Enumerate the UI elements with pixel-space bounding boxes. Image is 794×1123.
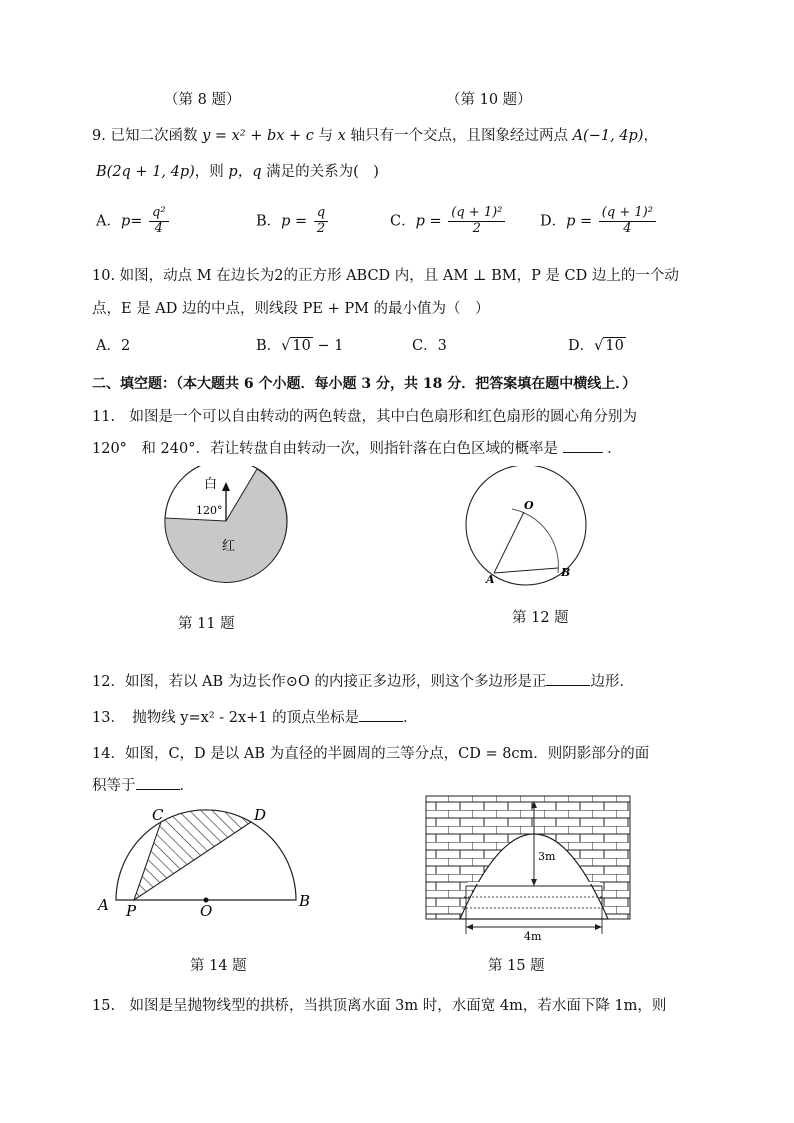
segment-oa — [494, 512, 524, 573]
q9-number: 9. — [92, 128, 106, 144]
question-11-line-1: 11. 如图是一个可以自由转动的两色转盘，其中白色扇形和红色扇形的圆心角分别为 — [92, 409, 638, 425]
question-12: 12．如图，若以 AB 为边长作⊙O 的内接正多边形，则这个多边形是正 边形． — [92, 670, 634, 691]
label-o: O — [524, 499, 534, 512]
q10-option-d: D．√ 10 — [568, 338, 624, 354]
q9-function: y = x² + bx + c — [202, 128, 314, 144]
label-d: D — [254, 806, 267, 824]
label-a: A — [486, 573, 495, 586]
height-label: 3m — [538, 850, 556, 863]
q9-text-a: 已知二次函数 — [110, 128, 198, 144]
figure-12-caption: 第 12 题 — [512, 610, 569, 626]
figure-11-caption: 第 11 题 — [178, 616, 235, 632]
figure-14-caption: 第 14 题 — [190, 958, 247, 974]
question-15-line-1: 15. 如图是呈抛物线型的拱桥，当拱顶离水面 3m 时，水面宽 4m，若水面下降 1m，则 — [92, 998, 667, 1014]
q9-option-d: D．p = $\frac{\text{(q + 1)²}}{4}$ — [540, 206, 658, 237]
question-11-line-2: 120° 和 240°．若让转盘自由转动一次，则指针落在白色区域的概率是 ． — [92, 437, 622, 458]
question-13: 13． 抛物线 y=x² - 2x+1 的顶点坐标是 ． — [92, 706, 418, 727]
q10-option-a: A．2 — [96, 338, 131, 354]
q9-vars: p，q — [228, 164, 262, 180]
figure-11-spinner — [160, 466, 294, 586]
label-o: O — [200, 902, 213, 918]
figure-15-arch-bridge — [424, 794, 632, 944]
figure-8-caption: （第 8 题） — [164, 92, 241, 108]
figure-10-caption: （第 10 题） — [446, 92, 532, 108]
white-label: 白 — [204, 477, 218, 492]
q10-option-b: B．√ 10 − 1 — [256, 338, 344, 354]
label-a: A — [98, 896, 109, 914]
q9-point-b: B(2q + 1, 4p) — [96, 164, 195, 180]
angle-label: 120° — [196, 504, 223, 517]
q9-option-b-fraction: $\frac{q}{2}$ — [314, 206, 328, 237]
q9-text-d: ，则 — [194, 164, 224, 180]
q9-comma: ， — [643, 128, 658, 144]
q9-text-c: 轴只有一个交点，且图象经过两点 — [350, 128, 568, 144]
figure-14-semicircle — [94, 806, 324, 918]
q9-text-e: 满足的关系为( ) — [266, 164, 379, 180]
q11-answer-blank[interactable] — [563, 438, 603, 453]
label-c: C — [152, 806, 164, 824]
question-10-line-2: 点，E 是 AD 边的中点，则线段 PE + PM 的最小值为（ ） — [92, 301, 490, 317]
label-b: B — [561, 566, 571, 579]
q9-xvar: x — [337, 128, 346, 144]
label-p: P — [126, 902, 137, 918]
question-9-line-1 — [92, 124, 658, 145]
chord-ab — [494, 568, 558, 573]
section-2-header: 二、填空题：（本大题共 6 个小题．每小题 3 分，共 18 分．把答案填在题中横线上．） — [92, 376, 637, 392]
question-14-line-2: 积等于 ． — [92, 774, 194, 795]
q9-point-a: A(−1, 4p) — [572, 128, 644, 144]
question-10-line-1: 10. 如图，动点 M 在边长为2的正方形 ABCD 内，且 AM ⊥ BM，P 是 CD 边上的一个动 — [92, 268, 679, 284]
figure-15-caption: 第 15 题 — [488, 958, 545, 974]
label-b: B — [299, 892, 311, 910]
q12-answer-blank[interactable] — [546, 671, 590, 686]
q14-answer-blank[interactable] — [136, 775, 180, 790]
figure-12-circle — [460, 466, 592, 592]
q9-option-a: A．p= $\frac{\text{q²}}{4}$ — [96, 206, 171, 237]
q10-option-c: C．3 — [412, 338, 447, 354]
q9-option-c-fraction: $\frac{\text{(q + 1)²}}{2}$ — [448, 206, 505, 237]
question-14-line-1: 14．如图，C，D 是以 AB 为直径的半圆周的三等分点，CD = 8cm．则阴影部分的面 — [92, 746, 650, 762]
red-label: 红 — [222, 539, 236, 554]
arc-construction — [512, 509, 558, 573]
question-9-line-2 — [96, 160, 379, 181]
q9-option-d-fraction: $\frac{\text{(q + 1)²}}{4}$ — [599, 206, 656, 237]
q9-option-c: C．p = $\frac{\text{(q + 1)²}}{2}$ — [390, 206, 507, 237]
q9-text-b: 与 — [318, 128, 334, 144]
q9-option-a-fraction: $\frac{\text{q²}}{4}$ — [149, 206, 169, 237]
q9-option-b: B．p = $\frac{q}{2}$ — [256, 206, 330, 237]
q13-answer-blank[interactable] — [359, 707, 403, 722]
width-label: 4m — [524, 930, 542, 943]
